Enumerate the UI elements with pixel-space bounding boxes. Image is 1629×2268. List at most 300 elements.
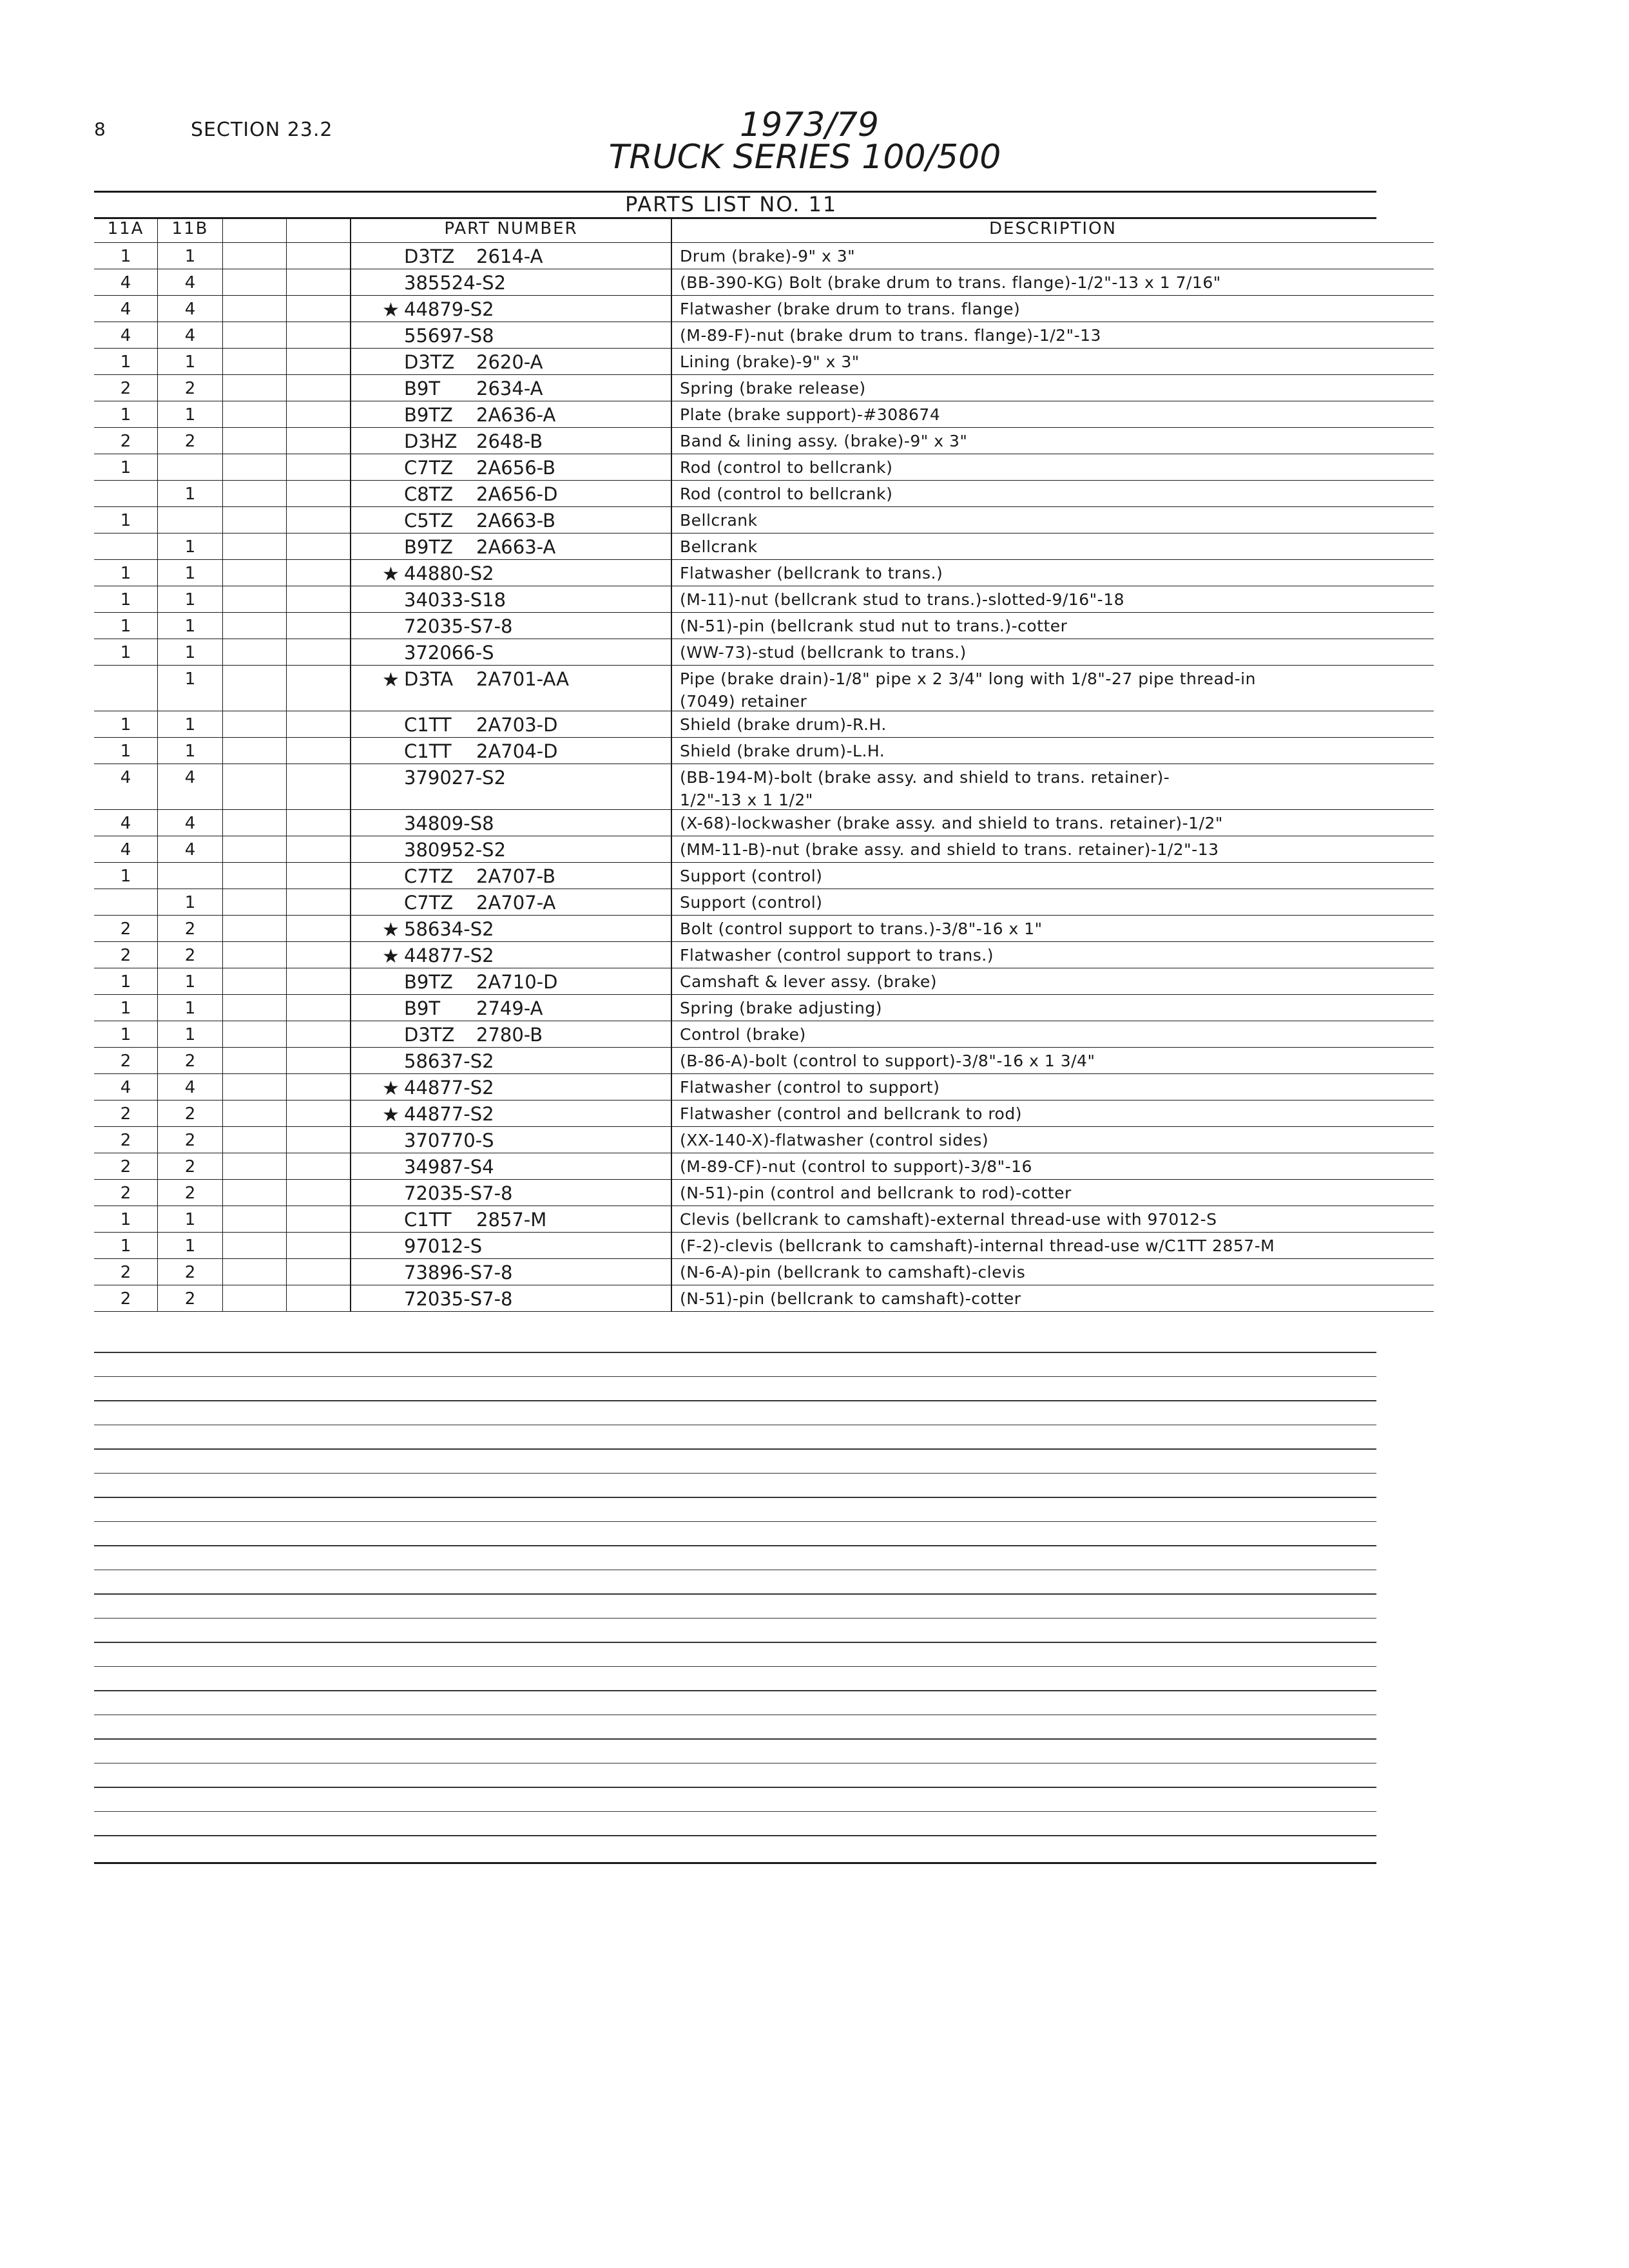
qty-11b: 1 [184, 669, 196, 689]
part-number-basic: 2634-A [476, 378, 543, 399]
blank-cell-2 [287, 1127, 351, 1153]
table-row [94, 586, 1434, 613]
blank-cell-1 [223, 1021, 287, 1048]
part-number-basic: 2780-B [476, 1024, 543, 1046]
blank-cell-1 [223, 586, 287, 613]
blank-cell-1 [223, 1206, 287, 1233]
description-cell [671, 243, 1434, 269]
blank-cell-1 [223, 428, 287, 454]
qty-11b: 1 [184, 564, 196, 583]
description-cell [671, 666, 1434, 711]
part-number-basic: 2A636-A [476, 404, 556, 426]
part-number-prefix: C7TZ [404, 892, 454, 914]
part-number-prefix: 379027-S2 [404, 767, 506, 789]
blank-rule-line [94, 1763, 1376, 1764]
blank-cell-2 [287, 454, 351, 481]
description-cell [671, 968, 1434, 995]
table-row [94, 1021, 1434, 1048]
qty-11b-cell [158, 1127, 223, 1153]
part-number-cell [351, 639, 671, 666]
qty-11b-cell [158, 916, 223, 942]
qty-11a: 1 [120, 590, 131, 610]
new-part-star-icon: ★ [382, 563, 400, 586]
table-row [94, 711, 1434, 738]
table-row [94, 1233, 1434, 1259]
qty-11b-cell [158, 995, 223, 1021]
part-number-cell [351, 560, 671, 586]
description-text: Support (control) [680, 893, 823, 912]
qty-11a: 1 [120, 1236, 131, 1256]
blank-cell-2 [287, 243, 351, 269]
blank-cell-2 [287, 738, 351, 764]
blank-cell-2 [287, 269, 351, 296]
part-number-basic: 2A704-D [476, 740, 558, 762]
blank-cell-1 [223, 1259, 287, 1285]
qty-11b-cell [158, 1074, 223, 1100]
description-text: Plate (brake support)-#308674 [680, 405, 941, 424]
blank-cell-2 [287, 481, 351, 507]
part-number-prefix: C1TT [404, 740, 452, 762]
qty-11a: 2 [120, 432, 131, 451]
part-number-prefix: 72035-S7-8 [404, 1288, 513, 1310]
blank-cell-1 [223, 968, 287, 995]
table-row [94, 481, 1434, 507]
new-part-star-icon: ★ [382, 1077, 400, 1100]
qty-11b-cell [158, 1048, 223, 1074]
description-text: Flatwasher (bellcrank to trans.) [680, 564, 943, 582]
qty-11b: 4 [184, 326, 196, 345]
blank-cell-1 [223, 889, 287, 916]
qty-11a: 4 [120, 814, 131, 833]
blank-cell-1 [223, 269, 287, 296]
table-header-row [94, 219, 1434, 243]
part-number-cell [351, 349, 671, 375]
table-row [94, 968, 1434, 995]
description-cell [671, 1127, 1434, 1153]
blank-rule-line [94, 1787, 1376, 1788]
description-cell [671, 454, 1434, 481]
table-row [94, 322, 1434, 349]
qty-11b-cell [158, 1153, 223, 1180]
qty-11a: 4 [120, 273, 131, 293]
blank-cell-2 [287, 810, 351, 836]
description-text: (M-89-F)-nut (brake drum to trans. flange)-1/2"-13 [680, 326, 1101, 345]
blank-cell-1 [223, 1180, 287, 1206]
blank-cell-1 [223, 349, 287, 375]
table-row [94, 533, 1434, 560]
qty-11a-cell [94, 1180, 158, 1206]
part-number-prefix: 34033-S18 [404, 589, 506, 611]
description-text: (M-11)-nut (bellcrank stud to trans.)-slotted-9/16"-18 [680, 590, 1125, 609]
description-text: Clevis (bellcrank to camshaft)-external thread-use with 97012-S [680, 1210, 1217, 1229]
part-number-cell [351, 666, 671, 711]
qty-11a: 2 [120, 1289, 131, 1309]
blank-cell-1 [223, 560, 287, 586]
blank-cell-1 [223, 322, 287, 349]
part-number-cell [351, 942, 671, 968]
parts-list-label: PARTS LIST NO. 11 [625, 192, 838, 216]
part-number-prefix: 72035-S7-8 [404, 615, 513, 637]
blank-cell-1 [223, 481, 287, 507]
part-number-prefix: 73896-S7-8 [404, 1262, 513, 1283]
qty-11b: 4 [184, 300, 196, 319]
description-text: Flatwasher (control to support) [680, 1078, 940, 1097]
blank-cell-2 [287, 1100, 351, 1127]
new-part-star-icon: ★ [382, 945, 400, 968]
part-number-cell [351, 507, 671, 533]
part-number-prefix: 380952-S2 [404, 839, 506, 861]
table-row [94, 243, 1434, 269]
part-number-cell [351, 1233, 671, 1259]
blank-cell-2 [287, 1021, 351, 1048]
qty-11b-cell [158, 349, 223, 375]
part-number-cell [351, 454, 671, 481]
part-number-prefix: 372066-S [404, 642, 494, 664]
qty-11b-cell [158, 810, 223, 836]
description-cell [671, 836, 1434, 863]
part-number-prefix: 44879-S2 [404, 298, 494, 320]
table-row [94, 1048, 1434, 1074]
part-number-cell [351, 836, 671, 863]
part-number-prefix: D3TZ [404, 1024, 455, 1046]
blank-cell-2 [287, 1180, 351, 1206]
qty-11a: 1 [120, 352, 131, 372]
blank-cell-1 [223, 916, 287, 942]
table-row [94, 1206, 1434, 1233]
qty-11a-cell [94, 639, 158, 666]
part-number-cell [351, 1127, 671, 1153]
qty-11a-cell [94, 1048, 158, 1074]
table-row [94, 1074, 1434, 1100]
qty-11b: 2 [184, 1184, 196, 1203]
blank-cell-1 [223, 454, 287, 481]
description-cell [671, 1048, 1434, 1074]
description-cell [671, 613, 1434, 639]
description-cell [671, 269, 1434, 296]
blank-cell-1 [223, 375, 287, 401]
blank-cell-1 [223, 639, 287, 666]
part-number-cell [351, 269, 671, 296]
part-number-cell [351, 613, 671, 639]
part-number-cell [351, 586, 671, 613]
blank-rule-line [94, 1545, 1376, 1546]
section-label: SECTION 23.2 [191, 119, 333, 141]
qty-11b-cell [158, 296, 223, 322]
part-number-cell [351, 1180, 671, 1206]
part-number-prefix: 44877-S2 [404, 1077, 494, 1099]
table-row [94, 738, 1434, 764]
qty-11b-cell [158, 428, 223, 454]
qty-11a: 1 [120, 458, 131, 477]
parts-table-body [94, 243, 1434, 1312]
blank-rule-line [94, 1497, 1376, 1498]
qty-11b: 2 [184, 1052, 196, 1071]
qty-11b: 1 [184, 1025, 196, 1044]
description-cell [671, 916, 1434, 942]
part-number-prefix: C5TZ [404, 510, 454, 532]
blank-rule-line [94, 1448, 1376, 1450]
col-header-blank-1 [223, 219, 287, 243]
qty-11a-cell [94, 322, 158, 349]
qty-11b: 4 [184, 768, 196, 787]
description-cell [671, 1100, 1434, 1127]
qty-11b-cell [158, 507, 223, 533]
part-number-cell [351, 711, 671, 738]
blank-rule-line [94, 1618, 1376, 1619]
qty-11a: 1 [120, 715, 131, 735]
description-text: (B-86-A)-bolt (control to support)-3/8"-16 x 1 3/4" [680, 1052, 1095, 1070]
description-cell [671, 1153, 1434, 1180]
qty-11a: 4 [120, 768, 131, 787]
qty-11a: 4 [120, 326, 131, 345]
blank-rule-line [94, 1473, 1376, 1474]
qty-11b: 4 [184, 840, 196, 860]
blank-cell-2 [287, 1285, 351, 1312]
table-row [94, 613, 1434, 639]
qty-11a: 2 [120, 1104, 131, 1124]
blank-cell-2 [287, 889, 351, 916]
description-text: Flatwasher (control support to trans.) [680, 946, 994, 965]
part-number-cell [351, 1285, 671, 1312]
table-row [94, 401, 1434, 428]
qty-11a: 2 [120, 1157, 131, 1177]
qty-11a: 1 [120, 972, 131, 992]
qty-11a-cell [94, 243, 158, 269]
part-number-cell [351, 995, 671, 1021]
qty-11a: 1 [120, 999, 131, 1018]
qty-11a-cell [94, 916, 158, 942]
part-number-basic: 2857-M [476, 1209, 547, 1231]
part-number-cell [351, 375, 671, 401]
description-cell [671, 1206, 1434, 1233]
qty-11b-cell [158, 1180, 223, 1206]
qty-11a-cell [94, 666, 158, 711]
new-part-star-icon: ★ [382, 669, 400, 691]
qty-11a-cell [94, 1021, 158, 1048]
description-cell [671, 1021, 1434, 1048]
blank-cell-2 [287, 296, 351, 322]
qty-11b: 4 [184, 273, 196, 293]
qty-11b: 1 [184, 590, 196, 610]
part-number-prefix: C7TZ [404, 457, 454, 479]
qty-11b-cell [158, 322, 223, 349]
part-number-cell [351, 916, 671, 942]
blank-cell-2 [287, 639, 351, 666]
qty-11a: 2 [120, 1131, 131, 1150]
part-number-prefix: C8TZ [404, 483, 454, 505]
part-number-prefix: D3HZ [404, 430, 458, 452]
blank-cell-2 [287, 863, 351, 889]
part-number-cell [351, 738, 671, 764]
table-row [94, 454, 1434, 481]
description-cell [671, 764, 1434, 810]
blank-cell-2 [287, 711, 351, 738]
blank-cell-2 [287, 968, 351, 995]
description-text: Control (brake) [680, 1025, 806, 1044]
blank-rule-line [94, 1570, 1376, 1571]
qty-11b: 1 [184, 893, 196, 912]
qty-11b-cell [158, 533, 223, 560]
qty-11b: 2 [184, 1289, 196, 1309]
description-text: (MM-11-B)-nut (brake assy. and shield to trans. retainer)-1/2"-13 [680, 840, 1219, 859]
part-number-basic: 2A707-A [476, 892, 556, 914]
qty-11b-cell [158, 863, 223, 889]
description-cell [671, 942, 1434, 968]
qty-11a-cell [94, 1233, 158, 1259]
description-continuation: 1/2"-13 x 1 1/2" [680, 791, 813, 809]
qty-11a-cell [94, 269, 158, 296]
blank-cell-2 [287, 1153, 351, 1180]
description-cell [671, 586, 1434, 613]
qty-11a: 1 [120, 511, 131, 530]
qty-11a: 1 [120, 405, 131, 425]
blank-cell-1 [223, 533, 287, 560]
blank-cell-1 [223, 507, 287, 533]
description-cell [671, 507, 1434, 533]
col-header-11a: 11A [94, 219, 158, 243]
blank-cell-1 [223, 942, 287, 968]
part-number-prefix: C7TZ [404, 865, 454, 887]
qty-11b: 1 [184, 1236, 196, 1256]
description-cell [671, 560, 1434, 586]
table-row [94, 889, 1434, 916]
part-number-cell [351, 481, 671, 507]
description-text: (N-51)-pin (bellcrank stud nut to trans.)-cotter [680, 617, 1068, 635]
description-text: Flatwasher (control and bellcrank to rod) [680, 1104, 1022, 1123]
part-number-prefix: 72035-S7-8 [404, 1182, 513, 1204]
blank-cell-2 [287, 507, 351, 533]
qty-11b-cell [158, 1285, 223, 1312]
table-row [94, 349, 1434, 375]
blank-cell-2 [287, 1048, 351, 1074]
part-number-basic: 2A701-AA [476, 668, 569, 690]
description-cell [671, 1259, 1434, 1285]
qty-11a-cell [94, 968, 158, 995]
qty-11a: 1 [120, 247, 131, 266]
qty-11b-cell [158, 560, 223, 586]
part-number-basic: 2614-A [476, 245, 543, 267]
description-text: Lining (brake)-9" x 3" [680, 352, 860, 371]
blank-rule-line [94, 1642, 1376, 1643]
blank-cell-1 [223, 1233, 287, 1259]
qty-11b-cell [158, 375, 223, 401]
description-text: Shield (brake drum)-L.H. [680, 742, 885, 760]
qty-11b-cell [158, 639, 223, 666]
description-text: Flatwasher (brake drum to trans. flange) [680, 300, 1021, 318]
blank-rule-line [94, 1352, 1376, 1353]
description-cell [671, 995, 1434, 1021]
qty-11b: 1 [184, 352, 196, 372]
qty-11b: 1 [184, 999, 196, 1018]
qty-11b-cell [158, 666, 223, 711]
blank-cell-2 [287, 533, 351, 560]
description-text: (WW-73)-stud (bellcrank to trans.) [680, 643, 967, 662]
qty-11a-cell [94, 560, 158, 586]
blank-cell-2 [287, 613, 351, 639]
qty-11a-cell [94, 810, 158, 836]
description-cell [671, 1074, 1434, 1100]
qty-11b: 1 [184, 405, 196, 425]
part-number-prefix: 97012-S [404, 1235, 483, 1257]
description-cell [671, 481, 1434, 507]
blank-cell-1 [223, 296, 287, 322]
blank-cell-1 [223, 1074, 287, 1100]
part-number-prefix: 34987-S4 [404, 1156, 494, 1178]
blank-cell-2 [287, 1233, 351, 1259]
blank-cell-1 [223, 1048, 287, 1074]
col-header-description: DESCRIPTION [671, 219, 1434, 243]
description-cell [671, 1285, 1434, 1312]
description-cell [671, 738, 1434, 764]
table-row [94, 863, 1434, 889]
qty-11b: 4 [184, 814, 196, 833]
blank-rule-line [94, 1811, 1376, 1812]
qty-11a-cell [94, 613, 158, 639]
part-number-basic: 2A656-D [476, 483, 558, 505]
table-row [94, 810, 1434, 836]
qty-11a-cell [94, 454, 158, 481]
qty-11a: 2 [120, 1263, 131, 1282]
qty-11a: 2 [120, 946, 131, 965]
table-row [94, 428, 1434, 454]
qty-11a-cell [94, 863, 158, 889]
qty-11b-cell [158, 711, 223, 738]
table-row [94, 507, 1434, 533]
table-row [94, 836, 1434, 863]
part-number-prefix: B9T [404, 378, 441, 399]
part-number-cell [351, 810, 671, 836]
description-text: (F-2)-clevis (bellcrank to camshaft)-internal thread-use w/C1TT 2857-M [680, 1236, 1275, 1255]
table-row [94, 942, 1434, 968]
col-header-11b: 11B [158, 219, 223, 243]
qty-11a-cell [94, 1259, 158, 1285]
description-text: Camshaft & lever assy. (brake) [680, 972, 938, 991]
qty-11b-cell [158, 889, 223, 916]
description-continuation: (7049) retainer [680, 692, 807, 711]
qty-11b-cell [158, 836, 223, 863]
qty-11b-cell [158, 1206, 223, 1233]
description-cell [671, 349, 1434, 375]
table-row [94, 1100, 1434, 1127]
description-cell [671, 1180, 1434, 1206]
part-number-basic: 2620-A [476, 351, 543, 373]
part-number-prefix: 44880-S2 [404, 562, 494, 584]
qty-11b-cell [158, 401, 223, 428]
qty-11b-cell [158, 968, 223, 995]
description-text: Bellcrank [680, 537, 758, 556]
qty-11a: 1 [120, 617, 131, 636]
bottom-rule [94, 1862, 1376, 1864]
qty-11a-cell [94, 1127, 158, 1153]
description-text: Spring (brake release) [680, 379, 866, 398]
table-row [94, 1285, 1434, 1312]
part-number-cell [351, 889, 671, 916]
table-row [94, 296, 1434, 322]
description-text: Support (control) [680, 867, 823, 885]
part-number-prefix: 44877-S2 [404, 945, 494, 966]
table-row [94, 1153, 1434, 1180]
description-text: Rod (control to bellcrank) [680, 458, 893, 477]
new-part-star-icon: ★ [382, 299, 400, 322]
part-number-cell [351, 1048, 671, 1074]
qty-11b: 2 [184, 432, 196, 451]
blank-cell-1 [223, 995, 287, 1021]
table-row [94, 639, 1434, 666]
qty-11b-cell [158, 1021, 223, 1048]
description-text: (XX-140-X)-flatwasher (control sides) [680, 1131, 989, 1149]
table-row [94, 764, 1434, 810]
table-row [94, 916, 1434, 942]
